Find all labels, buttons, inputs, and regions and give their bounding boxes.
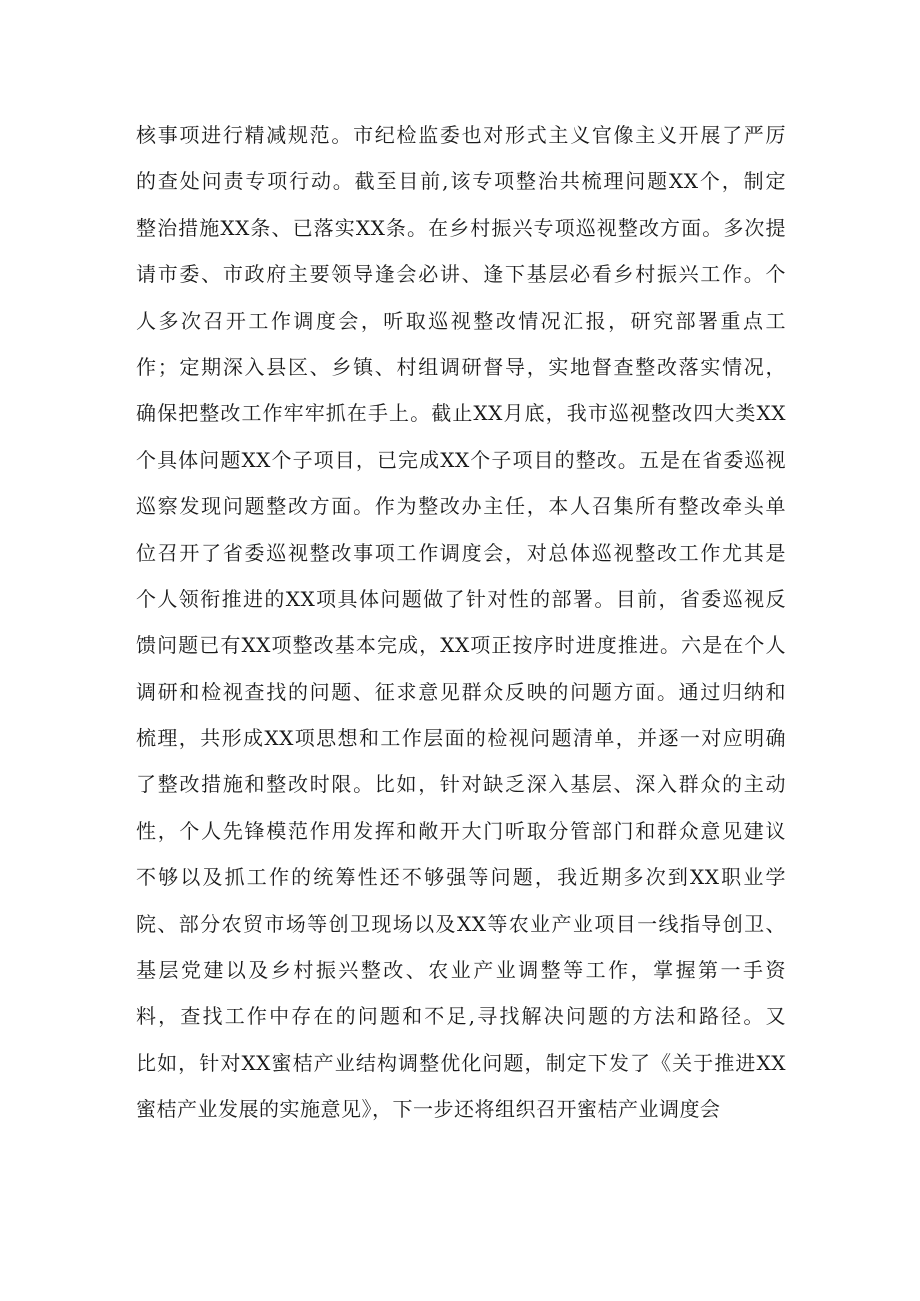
text-line: 整治措施XX条、已落实XX条。在乡村振兴专项巡视整改方面。多次提 — [136, 215, 786, 240]
text-line: 比如，针对XX蜜桔产业结构调整优化问题，制定下发了《关于推进XX — [136, 1050, 786, 1075]
text-line: 个具体问题XX个子项目，已完成XX个子项目的整改。五是在省委巡视 — [136, 447, 786, 472]
text-line: 基层党建以及乡村振兴整改、农业产业调整等工作，掌握第一手资 — [136, 958, 786, 983]
text-line: 核事项进行精减规范。市纪检监委也对形式主义官像主义开展了严厉 — [136, 123, 786, 147]
body-text — [136, 112, 786, 1133]
text-line: 请市委、市政府主要领导逢会必讲、逢下基层必看乡村振兴工作。个 — [136, 262, 786, 287]
text-line: 个人领衔推进的XX项具体问题做了针对性的部署。目前，省委巡视反 — [136, 586, 786, 611]
text-line: 不够以及抓工作的统筹性还不够强等问题，我近期多次到XX职业学 — [136, 865, 786, 890]
text-line: 调研和检视查找的问题、征求意见群众反映的问题方面。通过归纳和 — [136, 679, 786, 704]
text-line: 作；定期深入县区、乡镇、村组调研督导，实地督查整改落实情况， — [136, 354, 786, 379]
text-line: 性，个人先锋模范作用发挥和敞开大门听取分管部门和群众意见建议 — [136, 818, 786, 843]
text-line: 梳理，共形成XX项思想和工作层面的检视问题清单，并逐一对应明确 — [136, 726, 786, 751]
text-line: 的查处问责专项行动。截至目前,该专项整治共梳理问题XX个，制定 — [136, 169, 786, 194]
text-line: 院、部分农贸市场等创卫现场以及XX等农业产业项目一线指导创卫、 — [136, 911, 786, 936]
text-line: 确保把整改工作牢牢抓在手上。截止XX月底，我市巡视整改四大类XX — [136, 401, 786, 426]
text-line: 巡察发现问题整改方面。作为整改办主任，本人召集所有整改牵头单 — [136, 494, 786, 519]
text-line: 馈问题已有XX项整改基本完成，XX项正按序时进度推进。六是在个人 — [136, 633, 786, 658]
text-line: 蜜桔产业发展的实施意见》，下一步还将组织召开蜜桔产业调度会 — [136, 1097, 721, 1122]
text-line: 人多次召开工作调度会，听取巡视整改情况汇报，研究部署重点工 — [136, 308, 786, 333]
text-line: 料，查找工作中存在的问题和不足,寻找解决问题的方法和路径。又 — [136, 1004, 786, 1029]
text-line: 位召开了省委巡视整改事项工作调度会，对总体巡视整改工作尤其是 — [136, 540, 786, 565]
text-line: 了整改措施和整改时限。比如，针对缺乏深入基层、深入群众的主动 — [136, 772, 786, 797]
